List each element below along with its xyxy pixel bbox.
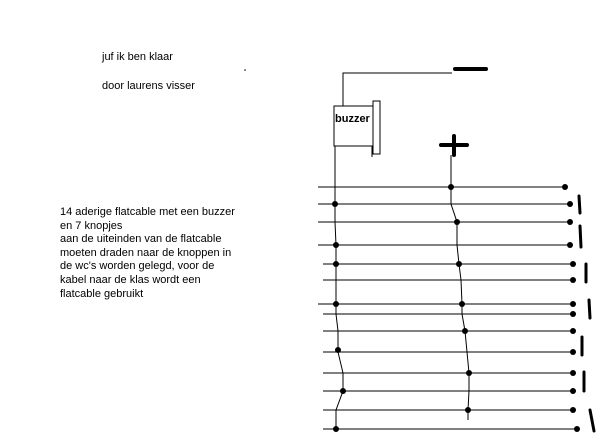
- positive-bus: [451, 155, 469, 420]
- junction-dots: [332, 184, 580, 432]
- wire-end-dot: [570, 311, 576, 317]
- positive-terminal: [441, 136, 467, 155]
- wire-end-dot: [570, 370, 576, 376]
- push-button-contact: [589, 300, 590, 318]
- junction-dot: [465, 407, 471, 413]
- wire-end-dot: [562, 184, 568, 190]
- wire-end-dot: [567, 242, 573, 248]
- junction-dot: [459, 301, 465, 307]
- wire-end-dot: [570, 407, 576, 413]
- title-text: juf ik ben klaar: [102, 51, 173, 63]
- junction-dot: [448, 184, 454, 190]
- junction-dot: [456, 261, 462, 267]
- author-text: door laurens visser: [102, 80, 195, 92]
- push-button-contact: [590, 410, 594, 431]
- buzzer: [334, 101, 380, 157]
- wire-end-dot: [567, 219, 573, 225]
- wire-end-dot: [570, 328, 576, 334]
- description-line: 14 aderige flatcable met een buzzer: [60, 206, 235, 218]
- buzzer-body: [334, 106, 373, 146]
- wire-end-dot: [574, 426, 580, 432]
- junction-dot: [333, 426, 339, 432]
- junction-dot: [332, 201, 338, 207]
- junction-dot: [466, 370, 472, 376]
- description-line: en 7 knopjes: [60, 219, 123, 232]
- wire-end-dot: [570, 261, 576, 267]
- stray-dot: [244, 69, 246, 71]
- wire-end-dot: [570, 301, 576, 307]
- buzzer-bus: [335, 146, 343, 429]
- junction-dot: [333, 242, 339, 248]
- junction-dot: [333, 301, 339, 307]
- junction-dot: [340, 388, 346, 394]
- junction-dot: [333, 261, 339, 267]
- description-line: moeten draden naar de knoppen in: [60, 246, 232, 259]
- description-line: flatcable gebruikt: [60, 287, 144, 300]
- junction-dot: [462, 328, 468, 334]
- push-button-contact: [580, 226, 581, 247]
- wire-end-dot: [570, 388, 576, 394]
- buzzer-plate: [373, 101, 380, 154]
- button-contacts: [579, 196, 594, 431]
- push-button-contact: [579, 196, 580, 213]
- description-line: aan de uiteinden van de flatcable: [60, 233, 222, 246]
- negative-wire: [343, 73, 452, 106]
- junction-dot: [454, 219, 460, 225]
- junction-dot: [335, 347, 341, 353]
- description-line: kabel naar de klas wordt een: [60, 273, 201, 286]
- buzzer-label: buzzer: [335, 113, 370, 125]
- wire-end-dot: [567, 201, 573, 207]
- description-line: de wc's worden gelegd, voor de: [60, 260, 215, 273]
- wire-end-dot: [570, 277, 576, 283]
- wire-end-dot: [570, 349, 576, 355]
- flatcable: [318, 187, 575, 429]
